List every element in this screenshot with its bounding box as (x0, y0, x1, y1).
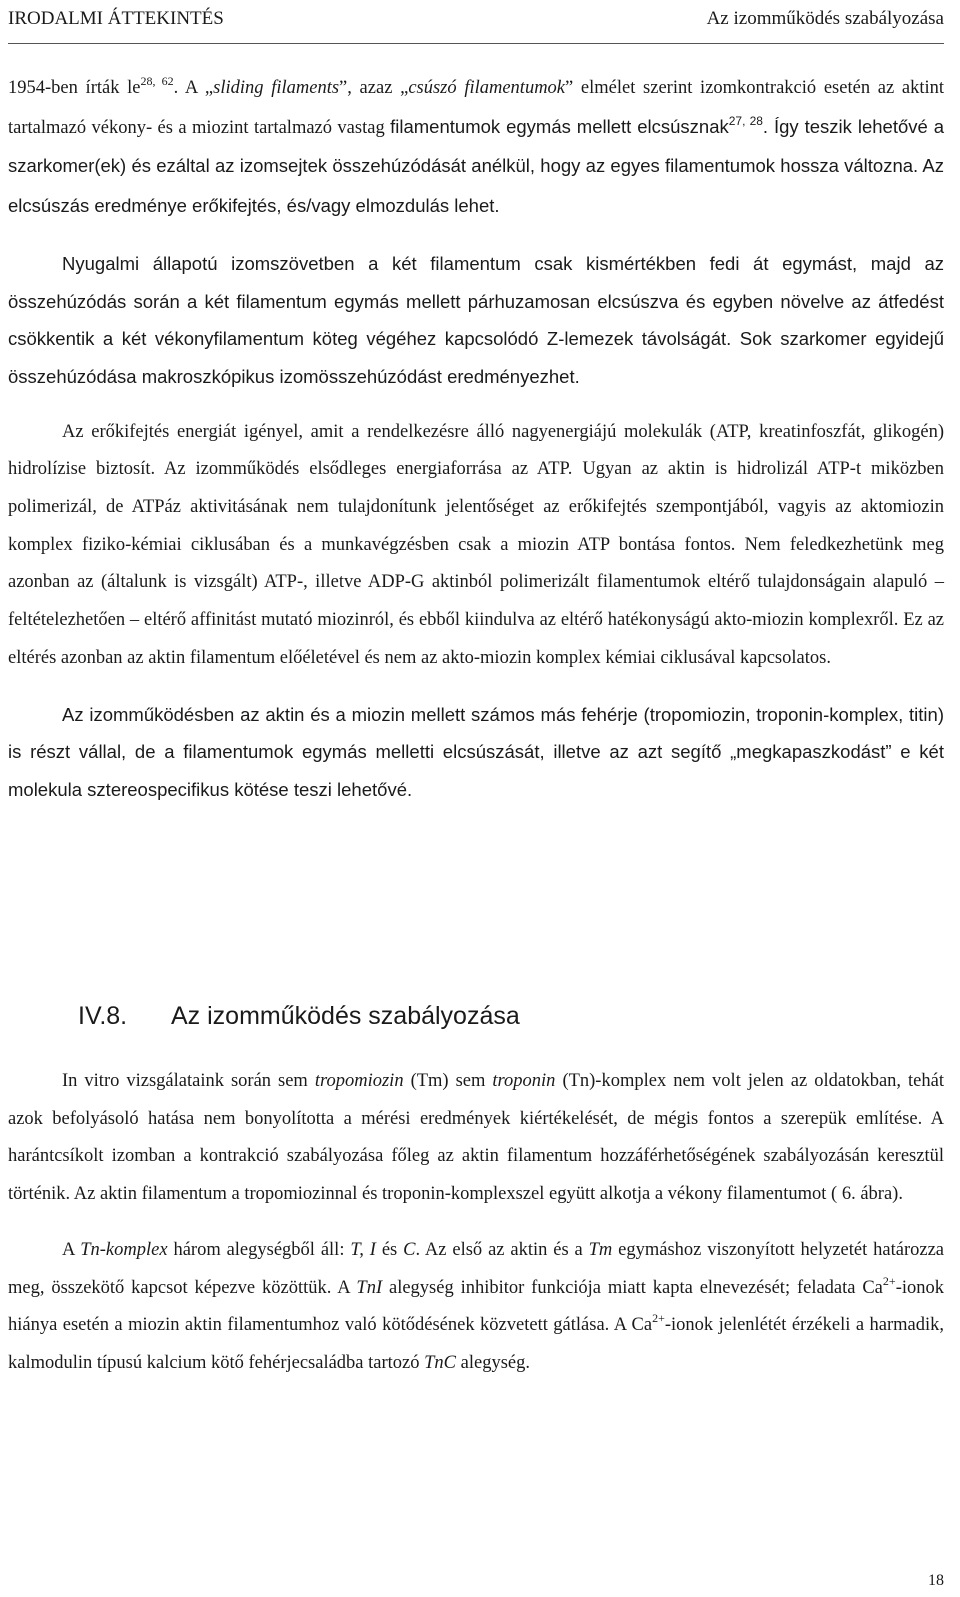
term-italic: Tm (588, 1239, 613, 1260)
section-number: IV.8. (78, 1002, 128, 1030)
body-text-upper (8, 70, 944, 827)
paragraph-6 (8, 1232, 944, 1383)
paragraph-3: Az erőkifejtés energiát igényel, amit a rendelkezésre álló nagyenergiájú molekulák (ATP, kreatinfoszfát, glikogén) hidrolízise biztosít. Az izomműködés elsődleges energiaforrása az ATP. Ugyan az aktin is hidrolizál ATP-t miközben polimerizál, de ATPáz aktivitásának nem tulajdonítunk jelentőséget az erőkifejtés szempontjából, vagyis az aktomiozin komplex fiziko-kémiai ciklusában és a munkavégzésben csak a miozin ATP bontása fontos. Nem feledkezhetünk meg azonban az (általunk is vizsgált) ATP-, illetve ADP-G aktinból polimerizált filamentumok eltérő tulajdonságain alapuló – feltételezhetően – eltérő affinitást mutató miozinról, és ebből kiindulva az eltérő hatékonyságú akto-miozin komplexről. Ez az eltérés azonban az aktin filamentum előéletével és nem az akto-miozin komplex kémiai ciklusával kapcsolatos. (8, 421, 944, 668)
text-run: alegység inhibitor funkciója miatt kapta elnevezését; feladata Ca (382, 1277, 883, 1298)
text-run: (Tn)-komplex nem volt jelen az oldatokban, tehát azok befolyásoló hatása nem bonyolította a mérési eredmények kiértékelését, de mégis fontos a szerepük említése. A harántcsíkolt izomban a kontrakció szabályozása főleg az aktin filamentum hozzáférhetőségének szabályozásán keresztül történik. Az aktin filamentum a tropomiozinnal és troponin-komplexszel együtt alkotja a vékony filamentumot ( 6. ábra). (8, 1071, 944, 1205)
text-run: . A „ (173, 78, 214, 98)
text-run: (Tm) sem (403, 1071, 493, 1091)
text-run: filamentumok egymás mellett elcsúsznak (390, 115, 729, 137)
citation-superscript: 28, 62 (140, 74, 174, 88)
text-run: . Az első az aktin és a (415, 1239, 589, 1260)
text-run: alegység. (456, 1352, 530, 1373)
text-run: három alegységből áll: (167, 1239, 351, 1260)
page-number: 18 (928, 1572, 944, 1589)
term-italic: C (403, 1239, 416, 1260)
term-italic: csúszó filamentumok (408, 78, 566, 98)
term-italic: TnC (424, 1352, 457, 1373)
paragraph-2: Nyugalmi állapotú izomszövetben a két filamentum csak kismértékben fedi át egymást, majd az összehúzódás során a két filamentum egymás mellett párhuzamosan elcsúszva és egyben növelve az átfedést csökkentik a két vékonyfilamentum köteg végéhez kapcsolódó Z-lemezek távolságát. Sok szarkomer egyidejű összehúzódása makroszkópikus izomösszehúzódást eredményezhet. (8, 252, 944, 387)
term-italic: sliding filaments (213, 78, 340, 98)
text-run: ”, azaz „ (339, 78, 409, 98)
text-run: ” elmélet szerint izomkontrakció esetén az aktint tartalmazó vékony- és a miozint tartalmazó vastag (8, 78, 945, 138)
paragraph-5 (8, 1063, 944, 1214)
running-header (8, 8, 944, 38)
header-rule (8, 43, 944, 44)
text-run: In vitro vizsgálataink során sem (62, 1071, 315, 1091)
ion-charge-superscript: 2+ (882, 1273, 896, 1288)
text-run: egymáshoz viszonyított helyzetét határozza meg, összekötő kapcsot képezve közöttük. A (8, 1239, 944, 1298)
section-heading (8, 1002, 944, 1042)
ion-charge-superscript: 2+ (652, 1311, 665, 1326)
paragraph-1 (8, 70, 944, 227)
text-run: . Így teszik lehetővé a szarkomer(ek) és ezáltal az izomsejtek összehúzódását anélkül, hogy az egyes filamentumok hossza változna. Az elcsúszás eredménye erőkifejtés, és/vagy elmozdulás lehet. (8, 115, 945, 217)
term-italic: troponin (492, 1071, 556, 1091)
citation-superscript: 27, 28 (728, 113, 763, 128)
term-italic: T, I (350, 1239, 376, 1260)
term-italic: Tn-komplex (80, 1239, 168, 1260)
text-run: -ionok hiánya esetén a miozin aktin filamentumhoz való kötődésének közvetett gátlása. A Ca (8, 1277, 944, 1336)
header-section-title: Az izomműködés szabályozása (706, 8, 944, 29)
text-run: és (375, 1239, 404, 1260)
text-run: A (62, 1239, 81, 1260)
text-run: -ionok jelenlétét érzékeli a harmadik, kalmodulin típusú kalcium kötő fehérjecsaládba tartozó (8, 1315, 944, 1373)
header-chapter-title: IRODALMI ÁTTEKINTÉS (8, 8, 224, 29)
term-italic: TnI (356, 1277, 383, 1298)
body-text-lower (8, 1063, 944, 1401)
section-title: Az izomműködés szabályozása (171, 1002, 520, 1030)
text-run: 1954-ben írták le (8, 78, 141, 98)
paragraph-4: Az izomműködésben az aktin és a miozin mellett számos más fehérje (tropomiozin, troponin-komplex, titin) is részt vállal, de a filamentumok egymás melletti elcsúszását, illetve az azt segítő „megkapaszkodást” e két molekula sztereospecifikus kötése teszi lehetővé. (8, 703, 944, 800)
term-italic: tropomiozin (314, 1071, 404, 1091)
